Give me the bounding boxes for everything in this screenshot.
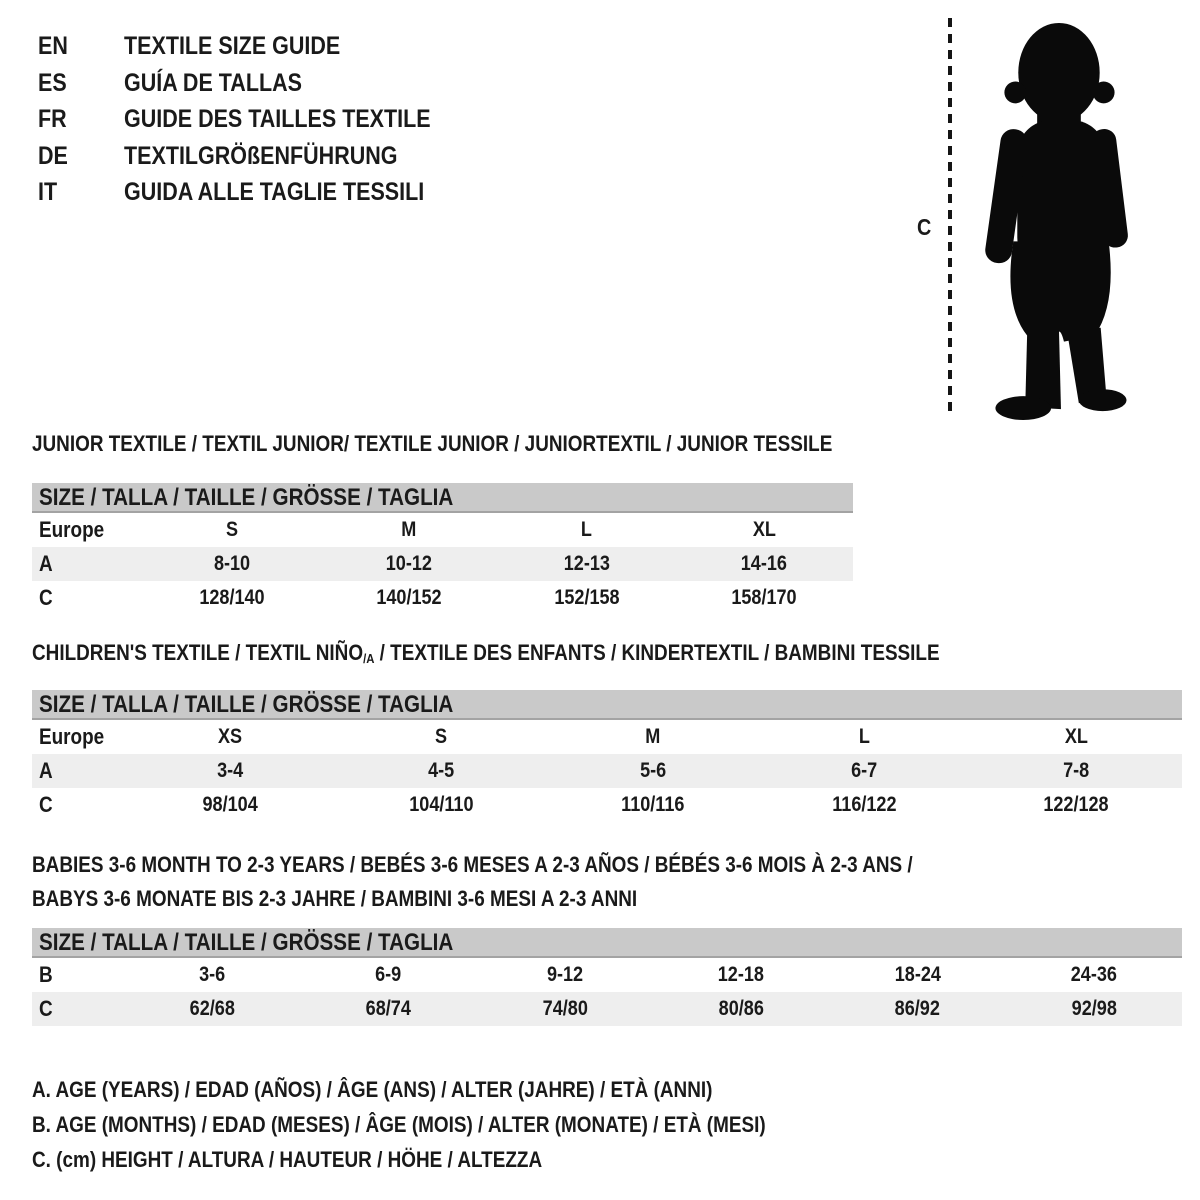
table-row-height	[32, 788, 1182, 822]
footnote-b: B. AGE (MONTHS) / EDAD (MESES) / ÂGE (MOIS) / ALTER (MONATE) / ETÀ (MESI)	[32, 1112, 766, 1137]
lang-row-de	[38, 138, 480, 175]
row-label: C	[39, 792, 53, 817]
cell-value: M	[401, 518, 417, 541]
table-row-age	[32, 754, 1182, 788]
cell-value: 122/128	[1043, 793, 1109, 816]
junior-size-table	[32, 483, 853, 615]
cell-value: L	[859, 725, 871, 748]
cell-value: 62/68	[189, 997, 235, 1020]
cell-value: 98/104	[202, 793, 258, 816]
cell-value: 12-18	[718, 963, 765, 986]
cell-value: L	[581, 518, 593, 541]
cell-value: 4-5	[428, 759, 455, 782]
size-table-header: SIZE / TALLA / TAILLE / GRÖSSE / TAGLIA	[32, 483, 853, 513]
lang-title: GUÍA DE TALLAS	[123, 68, 302, 97]
size-table-header: SIZE / TALLA / TAILLE / GRÖSSE / TAGLIA	[32, 690, 1182, 720]
row-label: Europe	[39, 724, 105, 749]
lang-row-fr	[38, 101, 480, 138]
lang-row-es	[38, 65, 480, 102]
cell-value: 10-12	[386, 552, 433, 575]
lang-title: GUIDA ALLE TAGLIE TESSILI	[123, 178, 425, 206]
lang-code: FR	[38, 105, 67, 133]
cell-value: S	[225, 518, 238, 541]
cell-value: 14-16	[741, 552, 788, 575]
footnote-c: C. (cm) HEIGHT / ALTURA / HAUTEUR / HÖHE / ALTEZZA	[32, 1147, 543, 1172]
cell-value: XS	[217, 725, 242, 748]
cell-value: 9-12	[546, 963, 583, 986]
height-measure-line	[948, 18, 952, 416]
cell-value: 5-6	[639, 759, 667, 782]
cell-value: 74/80	[542, 997, 588, 1020]
cell-value: 6-9	[375, 963, 402, 986]
cell-value: 104/110	[409, 793, 474, 816]
legend-footnotes	[32, 1072, 885, 1177]
cell-value: 6-7	[851, 759, 878, 782]
cell-value: XL	[1064, 725, 1088, 748]
cell-value: 86/92	[894, 997, 941, 1020]
cell-value: 140/152	[376, 586, 442, 609]
table-row-europe	[32, 513, 853, 547]
cell-value: 110/116	[621, 793, 685, 816]
table-row-months	[32, 958, 1182, 992]
lang-code: EN	[38, 32, 68, 60]
lang-title: GUIDE DES TAILLES TEXTILE	[123, 105, 431, 133]
row-label: B	[39, 962, 53, 987]
lang-code: IT	[38, 178, 58, 206]
cell-value: M	[645, 725, 661, 748]
cell-value: 3-6	[199, 963, 226, 986]
cell-value: S	[435, 725, 448, 748]
lang-code: ES	[38, 68, 67, 97]
table-row-age	[32, 547, 853, 581]
children-size-table	[32, 690, 1182, 822]
height-measure-label: C	[917, 214, 932, 240]
cell-value: 128/140	[198, 586, 265, 609]
babies-size-table	[32, 928, 1182, 1026]
lang-title: TEXTILE SIZE GUIDE	[123, 32, 341, 60]
cell-value: 158/170	[731, 586, 797, 609]
size-table-header: SIZE / TALLA / TAILLE / GRÖSSE / TAGLIA	[32, 928, 1182, 958]
babies-section-title: BABIES 3-6 MONTH TO 2-3 YEARS / BEBÉS 3-6 MESES A 2-3 AÑOS / BÉBÉS 3-6 MOIS À 2-3 ANS / BABYS 3-6 MONATE BIS 2-3 JAHRE / BAMBINI 3-6 MESI A 2-3 ANNI	[32, 852, 913, 911]
row-label: Europe	[39, 517, 105, 542]
language-title-list	[38, 28, 480, 211]
table-row-europe	[32, 720, 1182, 754]
junior-section-title: JUNIOR TEXTILE / TEXTIL JUNIOR/ TEXTILE JUNIOR / JUNIORTEXTIL / JUNIOR TESSILE	[32, 431, 833, 456]
children-section-title: CHILDREN'S TEXTILE / TEXTIL $NIÑO_{/A}$ / TEXTILE DES ENFANTS / KINDERTEXTIL / BAMBINI TESSILE	[32, 640, 940, 666]
lang-title: TEXTILGRÖßENFÜHRUNG	[123, 141, 398, 170]
row-label: C	[39, 585, 53, 610]
lang-code: DE	[38, 141, 68, 170]
cell-value: 3-4	[216, 759, 243, 782]
table-row-height	[32, 992, 1182, 1026]
nino-a-subscript: /A	[363, 650, 375, 666]
row-label: A	[39, 551, 53, 576]
cell-value: 8-10	[213, 552, 250, 575]
toddler-silhouette-icon	[967, 18, 1147, 420]
cell-value: XL	[752, 518, 776, 541]
cell-value: 68/74	[365, 997, 412, 1020]
table-row-height	[32, 581, 853, 615]
lang-row-en	[38, 28, 480, 65]
cell-value: 7-8	[1063, 759, 1090, 782]
row-label: A	[39, 758, 53, 783]
height-figure	[915, 18, 1155, 420]
cell-value: 18-24	[894, 963, 941, 986]
cell-value: 12-13	[563, 552, 610, 575]
row-label: C	[39, 996, 53, 1021]
cell-value: 116/122	[832, 793, 897, 816]
lang-row-it	[38, 174, 480, 211]
cell-value: 152/158	[554, 586, 620, 609]
cell-value: 92/98	[1071, 997, 1117, 1020]
cell-value: 24-36	[1070, 963, 1117, 986]
footnote-a: A. AGE (YEARS) / EDAD (AÑOS) / ÂGE (ANS) / ALTER (JAHRE) / ETÀ (ANNI)	[32, 1077, 713, 1102]
cell-value: 80/86	[718, 997, 764, 1020]
